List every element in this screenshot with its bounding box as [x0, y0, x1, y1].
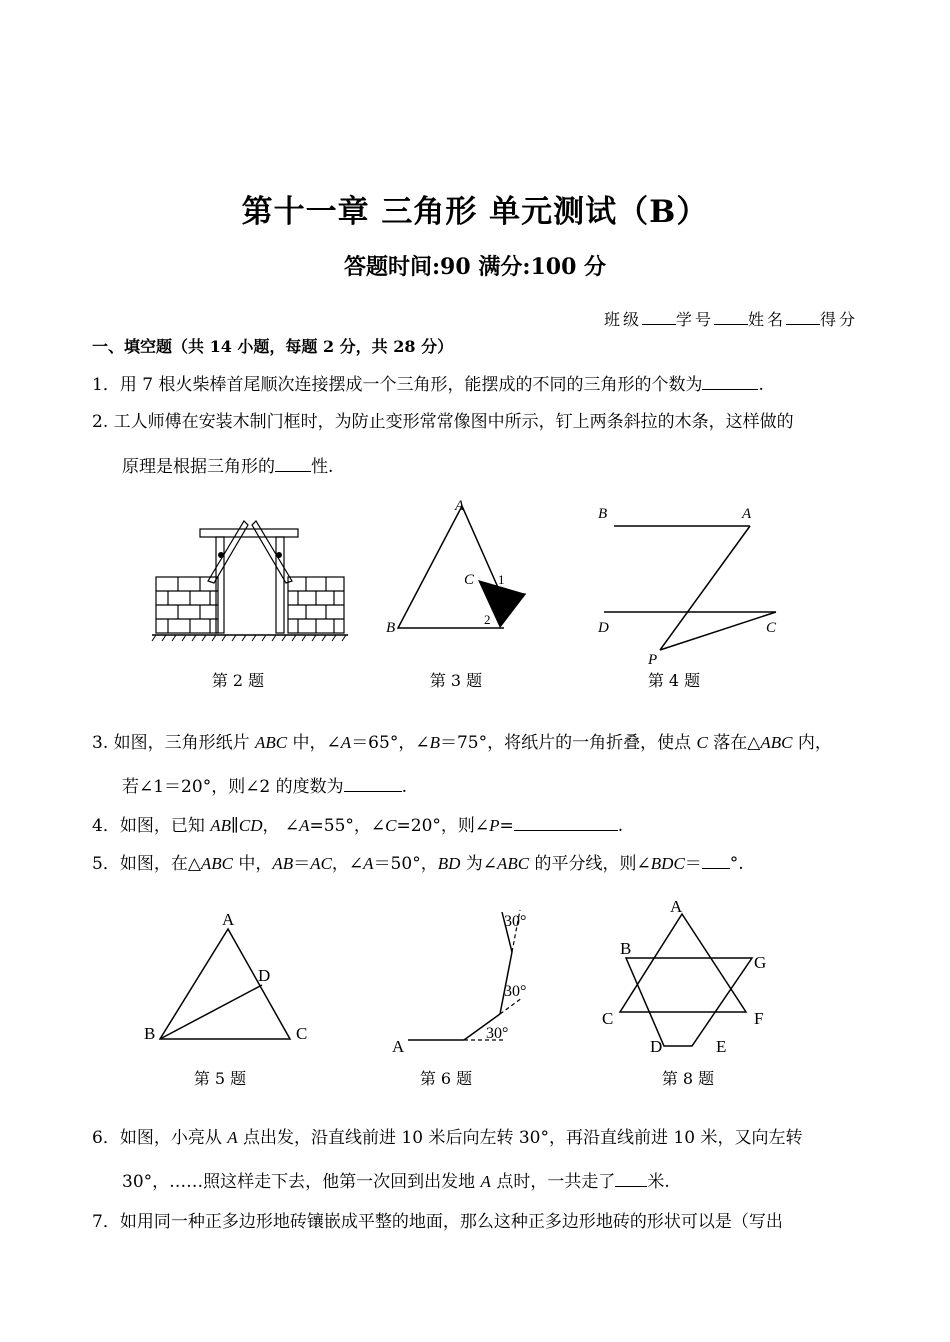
q6-a2: A	[480, 1172, 491, 1191]
q4-t7: .	[617, 816, 624, 836]
fig8-label-g: G	[754, 953, 767, 972]
q1-text: 1．用 7 根火柴棒首尾顺次连接摆成一个三角形，能摆成的不同的三角形的个数为	[92, 375, 703, 395]
q1-answer-blank[interactable]	[702, 371, 758, 390]
fig8-label-e: E	[716, 1037, 727, 1056]
q4-p: P	[489, 816, 500, 835]
fig4-label-c: C	[766, 620, 777, 636]
q6-a: A	[227, 1128, 238, 1147]
fig5-label-d: D	[258, 966, 271, 985]
question-6-line2	[122, 1168, 670, 1194]
question-3-line1	[92, 731, 864, 755]
student-info	[604, 307, 858, 330]
fig4-label-d: D	[598, 620, 609, 636]
q4-t4: =55°，∠	[309, 816, 386, 836]
q4-t5: =20°，则∠	[396, 816, 490, 836]
figure-door-frame	[150, 515, 350, 645]
fig3-label-2: 2	[484, 612, 491, 627]
fig5-label-c: C	[296, 1024, 308, 1043]
q5-t2: 中，	[233, 854, 273, 874]
section-heading: 一、填空题（共 14 小题，每题 2 分，共 28 分）	[92, 337, 454, 356]
q3-abc: ABC	[255, 733, 288, 752]
number-label: 学号	[675, 310, 714, 329]
q4-ab: AB	[210, 816, 232, 835]
figure-walking-path	[382, 902, 552, 1062]
figure-6-caption: 第 6 题	[419, 1069, 473, 1088]
fig5-label-b: B	[144, 1024, 156, 1043]
q5-t5: ＝50°，	[373, 854, 438, 874]
fig5-label-a: A	[222, 910, 235, 929]
q4-t1: 4．如图，已知	[92, 816, 211, 836]
fig6-angle-middle: 30°	[504, 983, 527, 1000]
q3-t6: 内，	[792, 733, 832, 753]
figure-5-caption: 第 5 题	[193, 1069, 247, 1088]
question-7: 7．如用同一种正多边形地砖镶嵌成平整的地面，那么这种正多边形地砖的形状可以是（写出	[92, 1212, 783, 1232]
question-6-line1	[92, 1126, 864, 1150]
q2-answer-blank[interactable]	[275, 453, 311, 472]
question-2-line1: 2. 工人师傅在安装木制门框时，为防止变形常常像图中所示，钉上两条斜拉的木条，这样做的	[92, 412, 794, 432]
q6-t3: 30°，……照这样走下去，他第一次回到出发地	[122, 1172, 481, 1192]
q5-answer-blank[interactable]	[702, 850, 730, 869]
q3-t3: ＝65°，∠	[351, 733, 430, 753]
q4-t6: =	[499, 816, 514, 836]
score-label: 得分	[819, 310, 858, 329]
q3-a: A	[340, 733, 352, 752]
fig3-label-c: C	[464, 572, 475, 588]
q5-t6: 为∠	[460, 854, 498, 874]
figure-folded-triangle	[378, 492, 548, 642]
figure-parallel-lines	[590, 498, 790, 668]
q5-bd: BD	[437, 854, 461, 873]
class-label: 班级	[603, 310, 642, 329]
q3-t8: .	[401, 777, 408, 797]
q5-t1: 5．如图，在△	[92, 854, 201, 874]
question-5	[92, 850, 864, 876]
class-blank[interactable]	[642, 310, 676, 325]
q5-a: A	[363, 854, 374, 873]
q5-abc2: ABC	[497, 854, 530, 873]
fig3-label-b: B	[386, 620, 396, 636]
q5-t8: ＝	[684, 854, 702, 874]
q5-ac: AC	[310, 854, 332, 873]
fig6-label-a: A	[392, 1037, 405, 1056]
q5-ab: AB	[272, 854, 294, 873]
figure-hexagram	[596, 892, 776, 1062]
q3-abc2: ABC	[760, 733, 793, 752]
page-title: 第十一章 三角形 单元测试（B）	[241, 194, 709, 230]
figure-2-caption: 第 2 题	[211, 671, 265, 690]
q2-tail: 性.	[311, 457, 334, 477]
q6-t2: 点出发，沿直线前进 10 米后向左转 30°，再沿直线前进 10 米，又向左转	[237, 1128, 803, 1148]
q6-answer-blank[interactable]	[615, 1168, 647, 1187]
number-blank[interactable]	[714, 310, 748, 325]
q3-t2: 中，∠	[287, 733, 341, 753]
fig8-label-c: C	[602, 1009, 614, 1028]
question-3-line2	[122, 773, 407, 799]
q3-answer-blank[interactable]	[344, 773, 402, 792]
q2-text: 原理是根据三角形的	[122, 457, 275, 477]
fig4-label-p: P	[648, 652, 658, 668]
figure-4-caption: 第 4 题	[647, 671, 701, 690]
figure-3-caption: 第 3 题	[429, 671, 483, 690]
question-2-line2	[122, 453, 333, 479]
fig3-label-a: A	[455, 498, 465, 514]
q3-b: B	[429, 733, 440, 752]
fig8-label-a: A	[670, 897, 683, 916]
fig6-angle-bottom: 30°	[486, 1025, 509, 1042]
fig6-angle-top: 30°	[504, 913, 527, 930]
q1-tail: .	[758, 375, 764, 395]
q3-t7: 若∠1＝20°，则∠2 的度数为	[122, 777, 344, 797]
q5-bdc: BDC	[650, 854, 685, 873]
q5-abc: ABC	[200, 854, 233, 873]
q5-t3: ＝	[293, 854, 311, 874]
question-4	[92, 812, 864, 838]
q4-t3: ， ∠	[262, 816, 300, 836]
q4-a: A	[299, 816, 310, 835]
q3-t5: 落在△	[707, 733, 761, 753]
fig4-label-a: A	[742, 506, 752, 522]
figure-8-caption: 第 8 题	[661, 1069, 715, 1088]
figure-isosceles-triangle	[138, 905, 318, 1055]
q5-t9: °.	[729, 854, 744, 874]
q3-t1: 3. 如图，三角形纸片	[92, 733, 256, 753]
fig8-label-b: B	[620, 939, 632, 958]
q5-t7: 的平分线，则∠	[529, 854, 651, 874]
fig4-label-b: B	[598, 506, 608, 522]
q3-c: C	[696, 733, 708, 752]
q6-t4: 点时，一共走了	[490, 1172, 616, 1192]
q4-t2: ∥	[231, 816, 239, 836]
question-1	[92, 371, 864, 397]
q6-t5: 米.	[647, 1172, 670, 1192]
fig8-label-f: F	[754, 1009, 764, 1028]
q4-cd: CD	[238, 816, 263, 835]
exam-meta: 答题时间:90 满分:100 分	[343, 254, 607, 280]
fig8-label-d: D	[650, 1037, 663, 1056]
fig3-label-1: 1	[498, 572, 505, 587]
name-blank[interactable]	[786, 310, 820, 325]
q4-c: C	[385, 816, 397, 835]
q5-t4: ，∠	[331, 854, 364, 874]
name-label: 姓名	[747, 310, 786, 329]
q6-t1: 6．如图，小亮从	[92, 1128, 228, 1148]
q3-t4: ＝75°，将纸片的一角折叠，使点	[439, 733, 697, 753]
q4-answer-blank[interactable]	[514, 812, 618, 831]
